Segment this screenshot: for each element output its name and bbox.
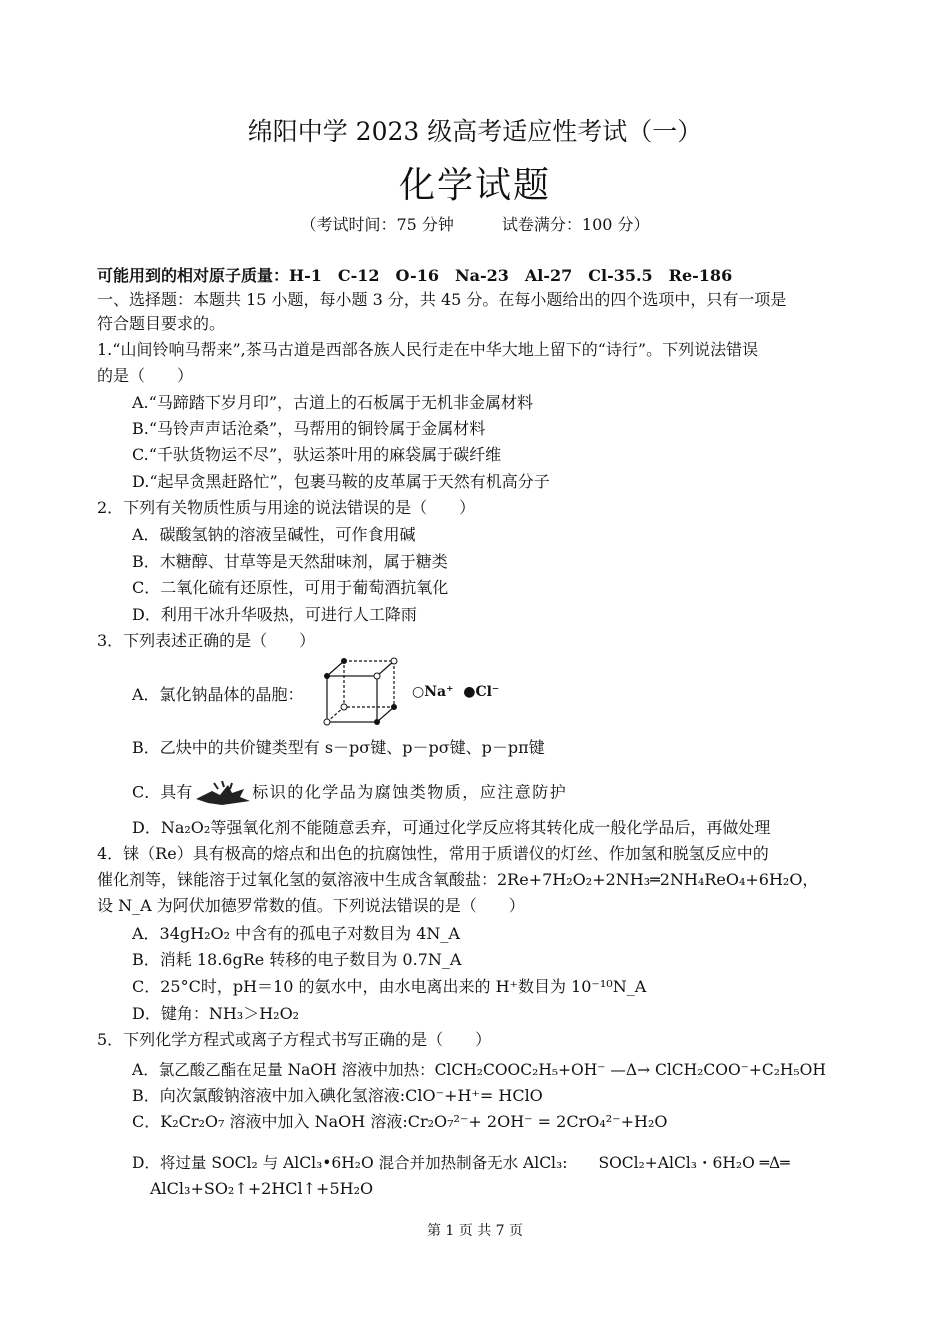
subject-title: 化学试题 [398, 165, 551, 206]
nacl-legend [412, 684, 499, 700]
q1-option-d: D.“起早贪黑赶路忙”，包裹马鞍的皮革属于天然有机高分子 [132, 472, 550, 491]
q2-option-b: B．木糖醇、甘草等是天然甜味剂，属于糖类 [132, 552, 448, 571]
q3-option-b: B．乙炔中的共价键类型有 s－pσ键、p－pσ键、p－pπ键 [132, 738, 545, 757]
q2-option-a: A．碳酸氢钠的溶液呈碱性，可作食用碱 [132, 525, 416, 544]
q3-option-c-pre: C．具有 [132, 782, 193, 802]
q4-option-b: B．消耗 18.6gRe 转移的电子数目为 0.7N_A [132, 950, 462, 969]
q1-option-b: B.“马铃声声话沧桑”，马帮用的铜铃属于金属材料 [132, 419, 486, 438]
q3-option-a: A．氯化钠晶体的晶胞： [132, 685, 304, 704]
section1-instructions-line1: 一、选择题：本题共 15 小题，每小题 3 分，共 45 分。在每小题给出的四个选项中，只有一项是 [97, 290, 787, 309]
q2-stem: 2．下列有关物质性质与用途的说法错误的是（ ） [97, 498, 476, 517]
q1-stem-line2: 的是（ ） [97, 366, 194, 385]
q5-option-d-line1: D．将过量 SOCl₂ 与 AlCl₃•6H₂O 混合并加热制备无水 AlCl₃: SOCl₂+AlCl₃・6H₂O ═Δ═ [132, 1154, 790, 1172]
q4-option-d: D．键角：NH₃＞H₂O₂ [132, 1004, 300, 1023]
exam-title: 绵阳中学 2023 级高考适应性考试（一） [247, 117, 703, 146]
q4-stem-line1: 4．铼（Re）具有极高的熔点和出色的抗腐蚀性，常用于质谱仪的灯丝、作加氢和脱氢反应中的 [97, 844, 769, 863]
legend-cl: ●Cl⁻ [463, 684, 500, 700]
q1-option-c: C.“千驮货物运不尽”，驮运茶叶用的麻袋属于碳纤维 [132, 445, 502, 464]
q4-stem-line3: 设 N_A 为阿伏加德罗常数的值。下列说法错误的是（ ） [97, 896, 525, 915]
q4-option-c: C．25°C时，pH＝10 的氨水中，由水电离出来的 H⁺数目为 10⁻¹⁰N_A [132, 977, 647, 996]
q3-option-d: D．Na₂O₂等强氧化剂不能随意丢弃，可通过化学反应将其转化成一般化学品后，再做处理 [132, 818, 771, 837]
q2-option-d: D．利用干冰升华吸热，可进行人工降雨 [132, 605, 417, 624]
exam-info: （考试时间：75 分钟 试卷满分：100 分） [300, 215, 650, 234]
q4-option-a: A．34gH₂O₂ 中含有的孤电子对数目为 4N_A [132, 924, 460, 943]
corrosive-hazard-icon [192, 781, 252, 805]
q1-option-a: A.“马蹄踏下岁月印”，古道上的石板属于无机非金属材料 [132, 393, 534, 412]
q1-stem-line1: 1.“山间铃响马帮来”,茶马古道是西部各族人民行走在中华大地上留下的“诗行”。下列说法错误 [97, 340, 759, 359]
nacl-unit-cell-diagram [322, 656, 408, 728]
q3-stem: 3．下列表述正确的是（ ） [97, 631, 316, 650]
atomic-masses: 可能用到的相对原子质量：H-1 C-12 O-16 Na-23 Al-27 Cl-35.5 Re-186 [97, 266, 733, 285]
q5-option-b: B．向次氯酸钠溶液中加入碘化氢溶液:ClO⁻+H⁺= HClO [132, 1086, 543, 1105]
q3-option-c [132, 781, 567, 805]
q5-option-d-line2: AlCl₃+SO₂↑+2HCl↑+5H₂O [150, 1179, 374, 1198]
legend-na: ○Na⁺ [412, 684, 454, 700]
page-footer: 第 1 页 共 7 页 [426, 1223, 524, 1239]
q5-stem: 5．下列化学方程式或离子方程式书写正确的是（ ） [97, 1030, 492, 1049]
q2-option-c: C．二氧化硫有还原性，可用于葡萄酒抗氧化 [132, 578, 449, 597]
q5-option-a: A．氯乙酸乙酯在足量 NaOH 溶液中加热：ClCH₂COOC₂H₅+OH⁻ —Δ→ ClCH₂COO⁻+C₂H₅OH [132, 1061, 826, 1079]
section1-instructions-line2: 符合题目要求的。 [97, 314, 226, 333]
q3-option-c-post: 标识的化学品为腐蚀类物质，应注意防护 [252, 782, 568, 802]
q5-option-c: C．K₂Cr₂O₇ 溶液中加入 NaOH 溶液:Cr₂O₇²⁻+ 2OH⁻ = 2CrO₄²⁻+H₂O [132, 1112, 668, 1131]
q4-stem-line2: 催化剂等，铼能溶于过氧化氢的氨溶液中生成含氧酸盐：2Re+7H₂O₂+2NH₃═2NH₄ReO₄+6H₂O， [97, 870, 819, 889]
